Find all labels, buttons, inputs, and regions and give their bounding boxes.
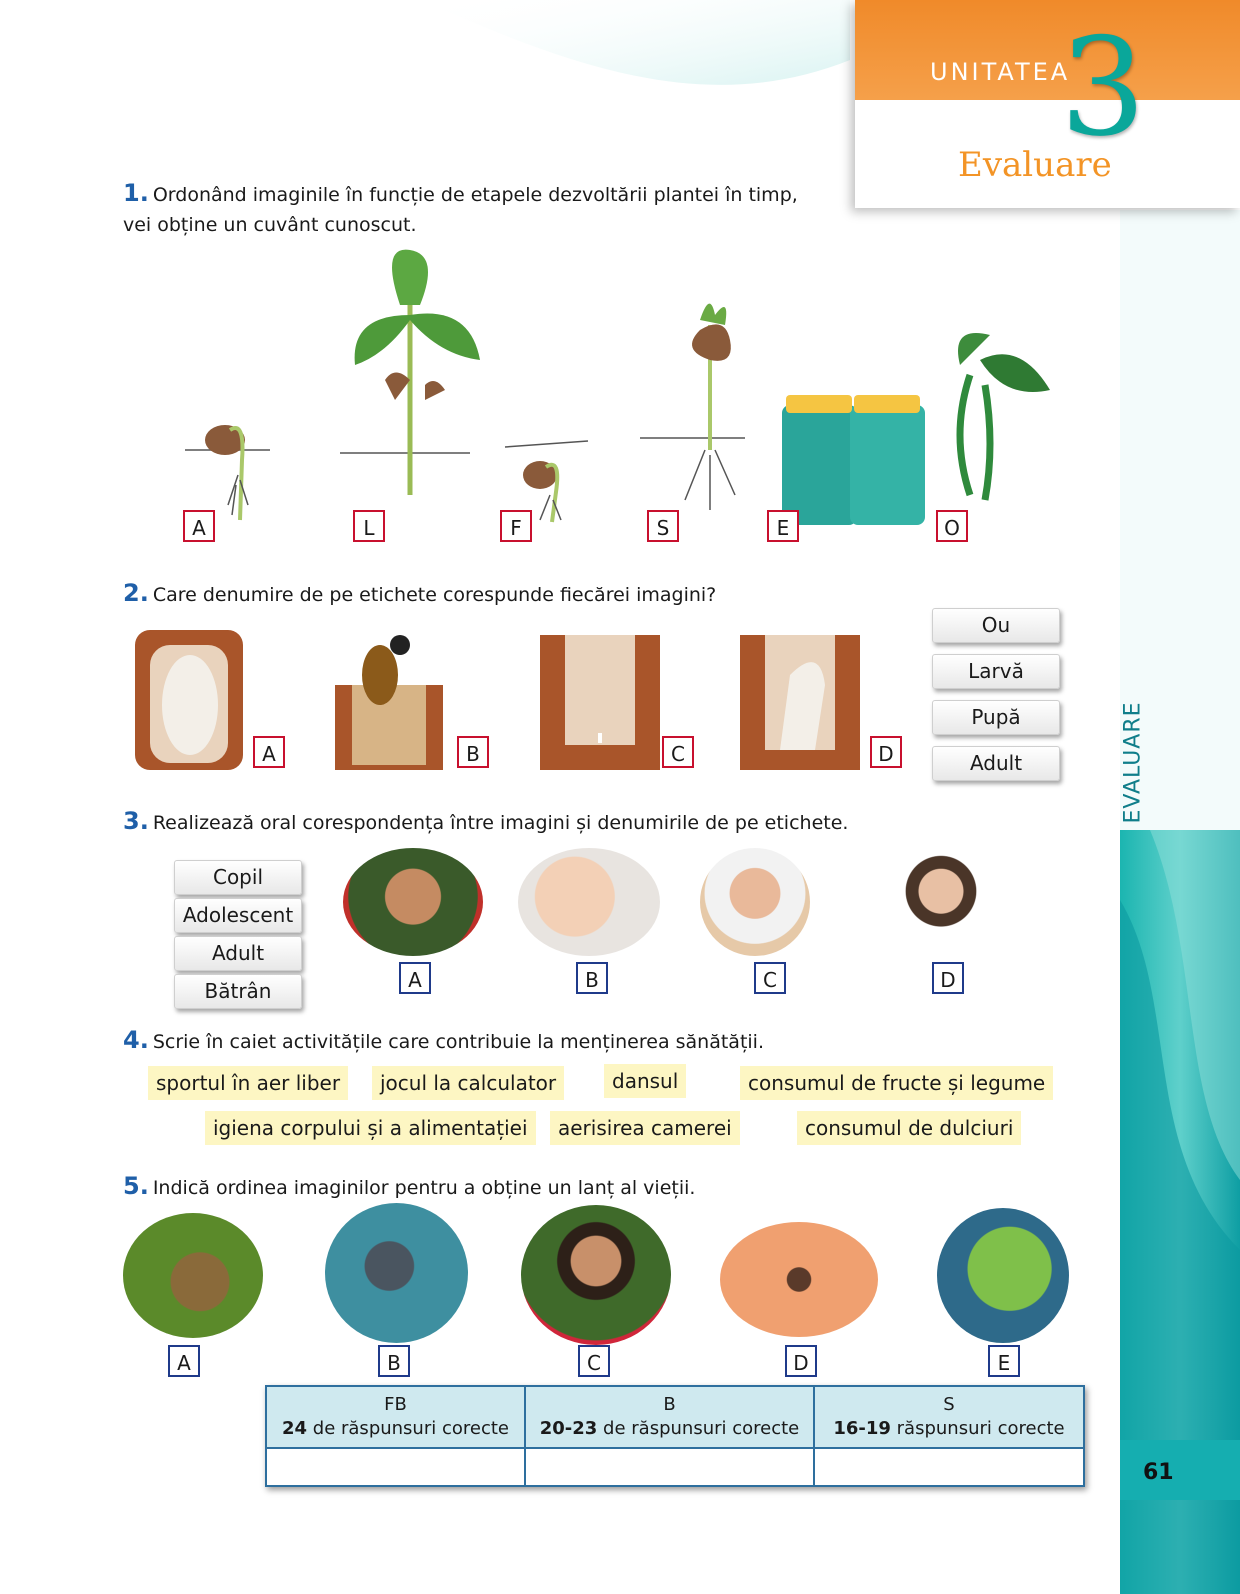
page-number: 61 — [1143, 1460, 1174, 1485]
oak-leaves-photo — [937, 1208, 1069, 1343]
q5-label-e: E — [988, 1345, 1020, 1377]
score-cell-s — [814, 1386, 1084, 1448]
activity-sport: sportul în aer liber — [148, 1066, 348, 1100]
score-range: 16-19 — [833, 1418, 891, 1439]
question-number: 4. — [123, 1026, 149, 1054]
q2-label-d: D — [870, 736, 902, 768]
plant-growth-illustrations — [170, 245, 1070, 545]
activity-fruits-vegetables: consumul de fructe și legume — [740, 1066, 1053, 1100]
q5-label-d: D — [785, 1345, 817, 1377]
woman-photo — [521, 1205, 671, 1345]
question-2 — [123, 578, 716, 610]
bee-pupa-cell-image — [135, 630, 243, 770]
q5-label-c: C — [578, 1345, 610, 1377]
question-text: Realizează oral corespondența între imagini și denumirile de pe etichete. — [152, 812, 849, 834]
q3-label-c: C — [754, 962, 786, 994]
q1-label-s: S — [647, 510, 679, 542]
unit-header — [855, 0, 1240, 208]
q1-label-f: F — [500, 510, 532, 542]
larva-cell-image — [740, 635, 860, 770]
elderly-man-photo — [700, 848, 810, 956]
q1-label-o: O — [936, 510, 968, 542]
score-range: 20-23 — [539, 1418, 598, 1439]
activity-sweets: consumul de dulciuri — [797, 1111, 1021, 1145]
bee-cells-illustrations — [130, 625, 910, 775]
q1-label-l: L — [353, 510, 385, 542]
green-beans-image — [958, 333, 1050, 500]
q3-label-d: D — [932, 962, 964, 994]
question-number: 1. — [123, 179, 149, 207]
empty-cell-egg-image — [540, 635, 660, 770]
score-text: de răspunsuri corecte — [597, 1418, 800, 1439]
unit-word: UNITATEA — [930, 58, 1071, 86]
q5-label-b: B — [378, 1345, 410, 1377]
jars-of-beans-image — [782, 395, 925, 525]
baby-photo — [518, 848, 660, 956]
activity-ventilation: aerisirea camerei — [550, 1111, 740, 1145]
score-cell-fb — [266, 1386, 525, 1448]
question-5 — [123, 1171, 695, 1203]
frog-photo — [123, 1213, 263, 1338]
question-text: Ordonând imaginile în funcție de etapele dezvoltării plantei în timp, vei obține un cuvânt cunoscut. — [123, 184, 798, 236]
tag-pupa: Pupă — [932, 700, 1060, 735]
score-table — [265, 1385, 1085, 1487]
q2-label-b: B — [457, 736, 489, 768]
score-header-row — [266, 1386, 1084, 1448]
q1-label-a: A — [183, 510, 215, 542]
question-text: Care denumire de pe etichete corespunde fiecărei imagini? — [152, 584, 717, 606]
catfish-photo — [325, 1203, 468, 1343]
unit-subtitle: Evaluare — [958, 145, 1112, 185]
plant-sprout-image — [185, 425, 270, 520]
activity-computer-game: jocul la calculator — [372, 1066, 564, 1100]
question-text: Scrie în caiet activitățile care contribuie la menținerea sănătății. — [152, 1031, 765, 1053]
question-text: Indică ordinea imaginilor pentru a obține un lanț al vieții. — [152, 1177, 696, 1199]
q2-label-c: C — [662, 736, 694, 768]
side-title: EVALUARE — [1120, 701, 1146, 824]
score-text: răspunsuri corecte — [890, 1418, 1065, 1439]
grade-b: B — [663, 1394, 676, 1415]
question-1 — [123, 178, 803, 240]
score-answer-b[interactable] — [525, 1448, 814, 1486]
tag-copil: Copil — [174, 860, 302, 895]
q3-label-b: B — [576, 962, 608, 994]
grade-fb: FB — [384, 1394, 407, 1415]
score-answer-fb[interactable] — [266, 1448, 525, 1486]
score-answer-row — [266, 1448, 1084, 1486]
tag-larva: Larvă — [932, 654, 1060, 689]
activity-dance: dansul — [604, 1064, 686, 1098]
question-3 — [123, 806, 848, 838]
score-text: de răspunsuri corecte — [307, 1418, 509, 1439]
q5-label-a: A — [168, 1345, 200, 1377]
mosquito-photo — [720, 1222, 878, 1337]
question-number: 2. — [123, 579, 149, 607]
tag-batran: Bătrân — [174, 974, 302, 1009]
tag-adult-person: Adult — [174, 936, 302, 971]
q3-label-a: A — [399, 962, 431, 994]
unit-number: 3 — [1060, 9, 1146, 166]
teenager-photo — [876, 848, 1006, 956]
question-number: 3. — [123, 807, 149, 835]
adult-bee-cell-image — [335, 635, 443, 770]
question-number: 5. — [123, 1172, 149, 1200]
tag-ou: Ou — [932, 608, 1060, 643]
score-cell-b — [525, 1386, 814, 1448]
q2-label-a: A — [253, 736, 285, 768]
plant-seedling-image — [640, 304, 745, 510]
score-answer-s[interactable] — [814, 1448, 1084, 1486]
adult-man-photo — [343, 848, 483, 956]
tag-adult: Adult — [932, 746, 1060, 781]
grade-s: S — [943, 1394, 955, 1415]
tag-adolescent: Adolescent — [174, 898, 302, 933]
question-4 — [123, 1025, 764, 1057]
score-range: 24 — [282, 1418, 308, 1439]
activity-hygiene: igiena corpului și a alimentației — [205, 1111, 536, 1145]
q1-label-e: E — [767, 510, 799, 542]
plant-tall-image — [340, 250, 480, 495]
